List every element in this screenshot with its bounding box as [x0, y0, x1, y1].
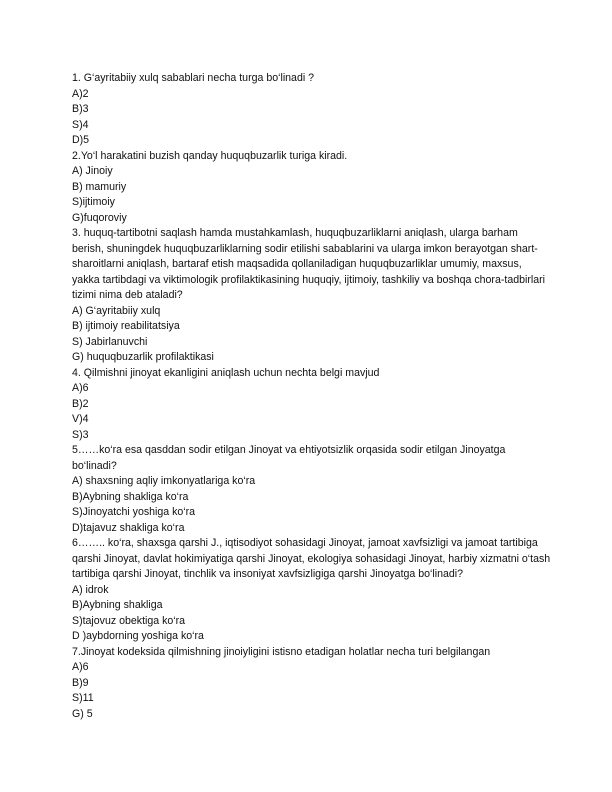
option: D)tajavuz shakliga ko‘ra [72, 521, 185, 534]
question-text: 1. G‘ayritabiiy xulq sabablari necha turga bo‘linadi ? [72, 72, 315, 84]
option: S)ijtimoiy [72, 196, 115, 208]
option: D)5 [72, 134, 90, 146]
question-4 [72, 366, 552, 444]
document-page [72, 71, 552, 722]
question-text: 4. Qilmishni jinoyat ekanligini aniqlash uchun nechta belgi mavjud [72, 366, 380, 379]
question-text: 7.Jinoyat kodeksida qilmishning jinoiyligini istisno etadigan holatlar necha turi belgilangan [72, 645, 491, 658]
option: A) idrok [72, 583, 109, 596]
option: B)Aybning shakliga ko‘ra [72, 490, 189, 503]
option: G) huquqbuzarlik profilaktikasi [72, 351, 214, 363]
option: A) G‘ayritabiiy xulq [72, 304, 161, 317]
question-text: 6…….. ko‘ra, shaxsga qarshi J., iqtisodiyot sohasidagi Jinoyat, jamoat xavfsizligi va jamoat tartibiga qarshi Jinoyat, davlat hokimiyatiga qarshi Jinoyat, ekologiya sohasidagi Jinoyat, harbiy xizmatni o‘tash tartibiga qarshi Jinoyat, tinchlik va insoniyat xavfsizligiga qarshi Jinoyatga bo‘linadi? [72, 537, 551, 580]
option: G) 5 [72, 707, 93, 720]
option: A)6 [72, 382, 89, 394]
question-text: 3. huquq-tartibotni saqlash hamda mustahkamlash, huquqbuzarliklarni aniqlash, ularga barham berish, shuningdek huquqbuzarliklarning sodir etilishi sabablarini va ularga imkon berayotgan shart-sharoitlarni aniqlash, bartaraf etish maqsadida qollaniladigan huquqbuzarliklar umumiy, maxsus, yakka tartibdagi va viktimologik profilaktikasining huquqiy, ijtimoiy, tashkiliy va boshqa chora-tadbirlari tizimi nima deb ataladi? [72, 227, 546, 301]
option: S)Jinoyatchi yoshiga ko‘ra [72, 506, 196, 518]
question-text: 2.Yo‘l harakatini buzish qanday huquqbuzarlik turiga kiradi. [72, 149, 348, 162]
option: B) ijtimoiy reabilitatsiya [72, 320, 180, 332]
option: B)Aybning shakliga [72, 599, 163, 611]
option: A) shaxsning aqliy imkonyatlariga ko‘ra [72, 475, 256, 487]
option: D )aybdorning yoshiga ko‘ra [72, 630, 204, 642]
option: A)6 [72, 661, 89, 673]
option: A)2 [72, 87, 89, 100]
question-5 [72, 443, 552, 536]
option: B)3 [72, 103, 89, 115]
question-7 [72, 645, 552, 723]
option: G)fuqoroviy [72, 211, 127, 224]
question-text: 5……ko‘ra esa qasddan sodir etilgan Jinoyat va ehtiyotsizlik orqasida sodir etilgan Jinoyatga bo‘linadi? [72, 444, 506, 472]
option: S) Jabirlanuvchi [72, 335, 148, 348]
option: V)4 [72, 413, 89, 425]
option: S)3 [72, 428, 89, 441]
option: S)4 [72, 118, 89, 131]
question-6 [72, 536, 552, 645]
question-2 [72, 149, 552, 227]
question-1 [72, 71, 552, 149]
option: B)2 [72, 397, 89, 410]
option: S)tajovuz obektiga ko‘ra [72, 614, 186, 627]
option: B) mamuriy [72, 180, 127, 193]
question-3 [72, 226, 552, 366]
option: B)9 [72, 676, 89, 689]
option: A) Jinoiy [72, 165, 113, 177]
option: S)11 [72, 692, 94, 704]
